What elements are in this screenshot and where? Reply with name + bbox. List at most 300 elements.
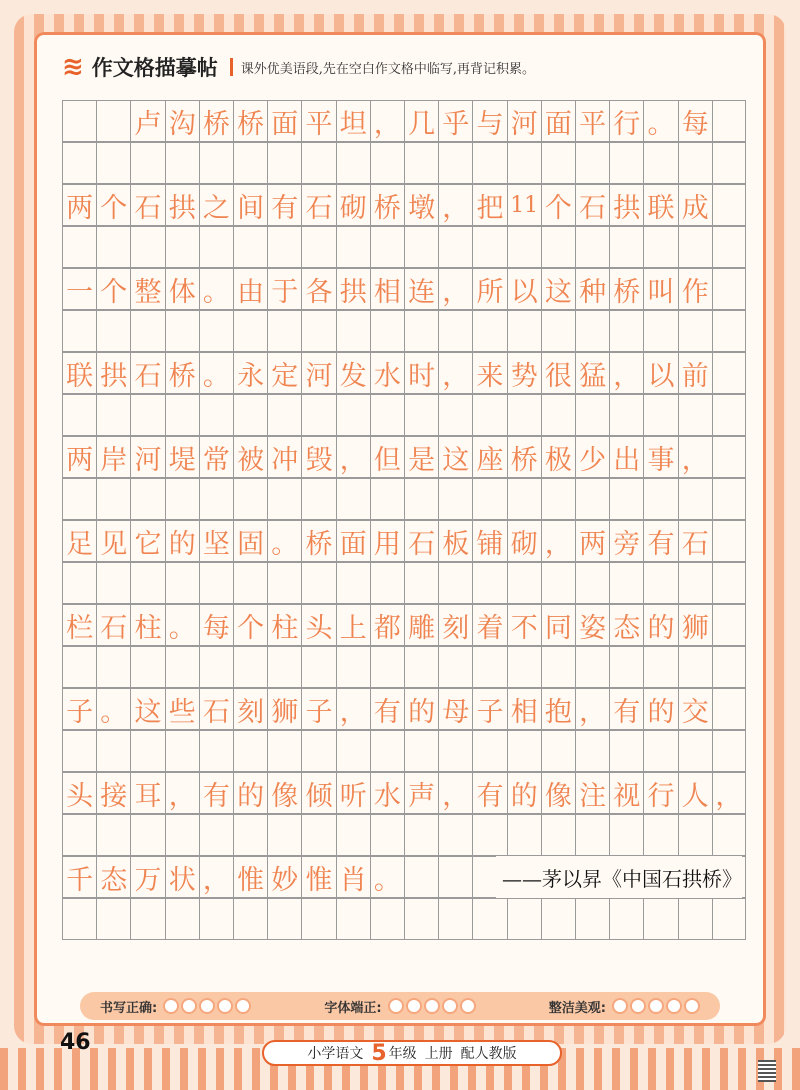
practice-cell[interactable] (199, 226, 233, 268)
practice-cell[interactable] (438, 478, 472, 520)
practice-cell[interactable] (130, 310, 164, 352)
practice-cell[interactable] (541, 898, 575, 940)
practice-cell[interactable] (301, 226, 335, 268)
practice-cell[interactable] (336, 898, 370, 940)
page-subtitle: 课外优美语段,先在空白作文格中临写,再背记积累。 (240, 61, 536, 77)
practice-cell[interactable] (165, 478, 199, 520)
practice-cell[interactable] (301, 646, 335, 688)
practice-cell[interactable] (609, 478, 643, 520)
practice-cell[interactable] (62, 646, 96, 688)
practice-cell[interactable] (472, 310, 506, 352)
practice-cell[interactable] (609, 898, 643, 940)
book-grade-number: 5 (371, 1040, 387, 1066)
trace-cell: 的 (643, 688, 677, 730)
practice-cell[interactable] (678, 898, 712, 940)
practice-cell[interactable] (575, 730, 609, 772)
practice-cell[interactable] (507, 142, 541, 184)
practice-cell[interactable] (370, 898, 404, 940)
flower-icon[interactable] (163, 998, 179, 1014)
trace-cell: 惟 (233, 856, 267, 898)
practice-cell[interactable] (199, 730, 233, 772)
practice-cell[interactable] (233, 226, 267, 268)
practice-cell[interactable] (472, 394, 506, 436)
practice-cell[interactable] (507, 814, 541, 856)
trace-cell: ， (438, 352, 472, 394)
practice-cell[interactable] (404, 730, 438, 772)
trace-cell: 桥 (507, 436, 541, 478)
practice-cell[interactable] (267, 394, 301, 436)
practice-cell[interactable] (233, 142, 267, 184)
trace-cell: 石 (301, 184, 335, 226)
practice-cell[interactable] (199, 142, 233, 184)
practice-cell[interactable] (507, 646, 541, 688)
trace-cell (712, 100, 746, 142)
trace-cell: 事 (643, 436, 677, 478)
trace-cell: 板 (438, 520, 472, 562)
trace-cell: 砌 (336, 184, 370, 226)
trace-cell: 桥 (609, 268, 643, 310)
practice-cell[interactable] (130, 898, 164, 940)
practice-cell[interactable] (301, 814, 335, 856)
practice-cell[interactable] (165, 394, 199, 436)
practice-cell[interactable] (438, 646, 472, 688)
practice-cell[interactable] (130, 226, 164, 268)
practice-cell[interactable] (165, 226, 199, 268)
writing-grid (62, 100, 746, 936)
practice-cell[interactable] (130, 562, 164, 604)
trace-cell: ， (438, 772, 472, 814)
trace-row (62, 604, 746, 646)
practice-cell[interactable] (165, 730, 199, 772)
practice-cell[interactable] (404, 394, 438, 436)
practice-cell[interactable] (678, 562, 712, 604)
practice-cell[interactable] (507, 898, 541, 940)
practice-cell[interactable] (575, 814, 609, 856)
practice-cell[interactable] (438, 226, 472, 268)
practice-cell[interactable] (336, 814, 370, 856)
practice-cell[interactable] (336, 142, 370, 184)
practice-cell[interactable] (336, 394, 370, 436)
flower-icon[interactable] (648, 998, 664, 1014)
practice-cell[interactable] (472, 478, 506, 520)
practice-cell[interactable] (267, 142, 301, 184)
flower-icon[interactable] (612, 998, 628, 1014)
practice-cell[interactable] (301, 142, 335, 184)
trace-cell: 雕 (404, 604, 438, 646)
practice-cell[interactable] (472, 898, 506, 940)
practice-cell[interactable] (438, 562, 472, 604)
trace-cell: 态 (96, 856, 130, 898)
practice-cell[interactable] (267, 478, 301, 520)
practice-cell[interactable] (165, 898, 199, 940)
practice-cell[interactable] (267, 562, 301, 604)
practice-cell[interactable] (130, 394, 164, 436)
practice-cell[interactable] (267, 898, 301, 940)
practice-cell[interactable] (541, 478, 575, 520)
trace-cell: 态 (609, 604, 643, 646)
trace-cell: 堤 (165, 436, 199, 478)
trace-cell: 发 (336, 352, 370, 394)
practice-cell[interactable] (507, 310, 541, 352)
practice-cell[interactable] (712, 310, 746, 352)
practice-cell[interactable] (404, 142, 438, 184)
trace-cell: 人 (678, 772, 712, 814)
practice-cell[interactable] (609, 646, 643, 688)
flower-icon[interactable] (217, 998, 233, 1014)
practice-cell[interactable] (609, 394, 643, 436)
practice-cell[interactable] (199, 478, 233, 520)
practice-cell[interactable] (301, 730, 335, 772)
practice-cell[interactable] (438, 730, 472, 772)
practice-cell[interactable] (62, 478, 96, 520)
trace-cell: 相 (370, 268, 404, 310)
practice-cell[interactable] (438, 142, 472, 184)
practice-cell[interactable] (301, 898, 335, 940)
flower-icon[interactable] (460, 998, 476, 1014)
practice-cell[interactable] (62, 562, 96, 604)
trace-cell: 桥 (233, 100, 267, 142)
practice-cell[interactable] (96, 898, 130, 940)
practice-cell[interactable] (199, 814, 233, 856)
trace-cell: 岸 (96, 436, 130, 478)
practice-cell[interactable] (96, 646, 130, 688)
practice-cell[interactable] (609, 730, 643, 772)
book-term: 上册 (424, 1046, 453, 1062)
practice-cell[interactable] (96, 730, 130, 772)
practice-cell[interactable] (233, 562, 267, 604)
practice-cell[interactable] (438, 394, 472, 436)
trace-cell: 着 (472, 604, 506, 646)
trace-cell: 上 (336, 604, 370, 646)
practice-cell[interactable] (609, 814, 643, 856)
practice-cell[interactable] (712, 814, 746, 856)
trace-cell: 河 (130, 436, 164, 478)
practice-cell[interactable] (165, 646, 199, 688)
practice-cell[interactable] (233, 310, 267, 352)
practice-cell[interactable] (62, 142, 96, 184)
practice-cell[interactable] (96, 562, 130, 604)
practice-cell[interactable] (643, 142, 677, 184)
practice-cell[interactable] (199, 310, 233, 352)
practice-cell[interactable] (472, 562, 506, 604)
practice-cell[interactable] (267, 226, 301, 268)
practice-cell[interactable] (165, 142, 199, 184)
practice-cell[interactable] (507, 478, 541, 520)
flower-icon[interactable] (442, 998, 458, 1014)
practice-row (62, 646, 746, 688)
practice-cell[interactable] (575, 310, 609, 352)
practice-cell[interactable] (678, 394, 712, 436)
practice-cell[interactable] (438, 898, 472, 940)
practice-cell[interactable] (507, 730, 541, 772)
practice-cell[interactable] (643, 478, 677, 520)
practice-cell[interactable] (199, 898, 233, 940)
practice-cell[interactable] (643, 898, 677, 940)
practice-cell[interactable] (301, 394, 335, 436)
practice-cell[interactable] (233, 730, 267, 772)
practice-cell[interactable] (62, 310, 96, 352)
practice-cell[interactable] (575, 142, 609, 184)
practice-cell[interactable] (438, 310, 472, 352)
practice-cell[interactable] (643, 310, 677, 352)
practice-cell[interactable] (404, 898, 438, 940)
practice-cell[interactable] (336, 310, 370, 352)
practice-cell[interactable] (336, 478, 370, 520)
practice-cell[interactable] (678, 142, 712, 184)
trace-row (62, 268, 746, 310)
practice-cell[interactable] (130, 730, 164, 772)
practice-cell[interactable] (233, 898, 267, 940)
practice-cell[interactable] (609, 226, 643, 268)
trace-cell: 整 (130, 268, 164, 310)
trace-cell: ， (438, 268, 472, 310)
trace-cell: 水 (370, 772, 404, 814)
practice-cell[interactable] (165, 310, 199, 352)
trace-cell: 水 (370, 352, 404, 394)
practice-cell[interactable] (301, 478, 335, 520)
trace-cell: 桥 (370, 184, 404, 226)
practice-cell[interactable] (678, 646, 712, 688)
practice-cell[interactable] (678, 814, 712, 856)
practice-cell[interactable] (62, 394, 96, 436)
practice-cell[interactable] (609, 310, 643, 352)
flower-icon[interactable] (199, 998, 215, 1014)
practice-cell[interactable] (712, 226, 746, 268)
practice-row (62, 814, 746, 856)
trace-cell: 耳 (130, 772, 164, 814)
practice-cell[interactable] (370, 814, 404, 856)
practice-cell[interactable] (96, 142, 130, 184)
practice-cell[interactable] (712, 478, 746, 520)
practice-cell[interactable] (336, 730, 370, 772)
practice-cell[interactable] (643, 730, 677, 772)
practice-cell[interactable] (541, 814, 575, 856)
practice-cell[interactable] (575, 562, 609, 604)
practice-cell[interactable] (472, 730, 506, 772)
practice-cell[interactable] (541, 226, 575, 268)
practice-cell[interactable] (712, 646, 746, 688)
practice-cell[interactable] (233, 646, 267, 688)
trace-cell: 惟 (301, 856, 335, 898)
trace-row (62, 856, 746, 898)
trace-cell: 固 (233, 520, 267, 562)
practice-row (62, 394, 746, 436)
practice-cell[interactable] (404, 646, 438, 688)
source-attribution: ——茅以昇《中国石拱桥》 (496, 856, 742, 898)
practice-cell[interactable] (404, 478, 438, 520)
practice-cell[interactable] (404, 226, 438, 268)
flower-icon[interactable] (406, 998, 422, 1014)
practice-cell[interactable] (609, 142, 643, 184)
practice-cell[interactable] (370, 646, 404, 688)
flower-icon[interactable] (684, 998, 700, 1014)
practice-cell[interactable] (438, 814, 472, 856)
practice-cell[interactable] (370, 310, 404, 352)
practice-cell[interactable] (370, 478, 404, 520)
trace-cell: 有 (609, 688, 643, 730)
trace-cell: 以 (643, 352, 677, 394)
practice-cell[interactable] (541, 562, 575, 604)
practice-cell[interactable] (336, 226, 370, 268)
practice-cell[interactable] (404, 814, 438, 856)
trace-cell: 间 (233, 184, 267, 226)
practice-cell[interactable] (712, 898, 746, 940)
trace-cell (438, 856, 472, 898)
practice-cell[interactable] (472, 142, 506, 184)
practice-cell[interactable] (507, 394, 541, 436)
trace-cell: 来 (472, 352, 506, 394)
trace-cell: 一 (62, 268, 96, 310)
practice-cell[interactable] (62, 730, 96, 772)
practice-cell[interactable] (199, 394, 233, 436)
practice-cell[interactable] (62, 814, 96, 856)
practice-cell[interactable] (301, 310, 335, 352)
trace-cell (712, 688, 746, 730)
practice-cell[interactable] (643, 814, 677, 856)
practice-cell[interactable] (199, 646, 233, 688)
trace-cell: 猛 (575, 352, 609, 394)
trace-cell: 刻 (233, 688, 267, 730)
trace-cell: 像 (541, 772, 575, 814)
practice-cell[interactable] (130, 814, 164, 856)
practice-cell[interactable] (165, 562, 199, 604)
practice-cell[interactable] (575, 646, 609, 688)
trace-cell: 平 (301, 100, 335, 142)
trace-cell: 面 (336, 520, 370, 562)
trace-cell: 石 (199, 688, 233, 730)
trace-cell: 拱 (609, 184, 643, 226)
practice-cell[interactable] (472, 226, 506, 268)
practice-cell[interactable] (301, 562, 335, 604)
trace-cell: 。 (165, 604, 199, 646)
practice-cell[interactable] (507, 226, 541, 268)
practice-cell[interactable] (130, 646, 164, 688)
trace-cell: 的 (165, 520, 199, 562)
practice-cell[interactable] (96, 394, 130, 436)
page-header (62, 52, 535, 82)
flower-icon[interactable] (388, 998, 404, 1014)
trace-cell: 连 (404, 268, 438, 310)
practice-cell[interactable] (267, 730, 301, 772)
trace-cell: 注 (575, 772, 609, 814)
practice-cell[interactable] (678, 478, 712, 520)
practice-cell[interactable] (62, 226, 96, 268)
practice-cell[interactable] (678, 226, 712, 268)
practice-cell[interactable] (541, 730, 575, 772)
practice-cell[interactable] (575, 898, 609, 940)
trace-cell: 各 (301, 268, 335, 310)
trace-row (62, 688, 746, 730)
practice-cell[interactable] (541, 394, 575, 436)
practice-cell[interactable] (199, 562, 233, 604)
trace-cell (96, 100, 130, 142)
practice-cell[interactable] (62, 898, 96, 940)
practice-cell[interactable] (96, 478, 130, 520)
practice-cell[interactable] (165, 814, 199, 856)
practice-cell[interactable] (609, 562, 643, 604)
practice-cell[interactable] (404, 562, 438, 604)
trace-cell: 倾 (301, 772, 335, 814)
practice-cell[interactable] (507, 562, 541, 604)
trace-cell: 铺 (472, 520, 506, 562)
trace-cell: 石 (678, 520, 712, 562)
trace-cell: 拱 (336, 268, 370, 310)
trace-cell: 听 (336, 772, 370, 814)
flower-icon[interactable] (181, 998, 197, 1014)
practice-cell[interactable] (96, 310, 130, 352)
flower-icon[interactable] (630, 998, 646, 1014)
trace-cell: 相 (507, 688, 541, 730)
rating-group (324, 997, 475, 1016)
practice-row (62, 310, 746, 352)
practice-cell[interactable] (267, 310, 301, 352)
trace-cell: 石 (130, 184, 164, 226)
trace-cell: 乎 (438, 100, 472, 142)
practice-cell[interactable] (370, 562, 404, 604)
practice-cell[interactable] (130, 142, 164, 184)
practice-cell[interactable] (404, 310, 438, 352)
flower-icon[interactable] (666, 998, 682, 1014)
practice-cell[interactable] (712, 142, 746, 184)
practice-cell[interactable] (336, 646, 370, 688)
practice-cell[interactable] (370, 226, 404, 268)
trace-cell: 沟 (165, 100, 199, 142)
practice-cell[interactable] (575, 394, 609, 436)
practice-cell[interactable] (370, 394, 404, 436)
practice-cell[interactable] (130, 478, 164, 520)
practice-cell[interactable] (678, 730, 712, 772)
practice-cell[interactable] (96, 814, 130, 856)
flower-icon[interactable] (235, 998, 251, 1014)
trace-cell: 。 (370, 856, 404, 898)
trace-cell: 的 (507, 772, 541, 814)
practice-cell[interactable] (712, 730, 746, 772)
practice-cell[interactable] (541, 142, 575, 184)
practice-cell[interactable] (267, 646, 301, 688)
practice-cell[interactable] (472, 646, 506, 688)
trace-cell: 所 (472, 268, 506, 310)
practice-cell[interactable] (643, 562, 677, 604)
practice-cell[interactable] (575, 478, 609, 520)
trace-cell: 拱 (165, 184, 199, 226)
practice-cell[interactable] (472, 814, 506, 856)
trace-cell: 河 (507, 100, 541, 142)
practice-cell[interactable] (643, 646, 677, 688)
practice-row (62, 898, 746, 940)
practice-cell[interactable] (712, 562, 746, 604)
practice-cell[interactable] (233, 394, 267, 436)
practice-cell[interactable] (712, 394, 746, 436)
practice-cell[interactable] (336, 562, 370, 604)
rating-label: 整洁美观: (548, 1000, 606, 1016)
practice-cell[interactable] (643, 394, 677, 436)
practice-cell[interactable] (541, 310, 575, 352)
rating-group (549, 997, 700, 1016)
practice-cell[interactable] (233, 814, 267, 856)
practice-cell[interactable] (541, 646, 575, 688)
practice-cell[interactable] (643, 226, 677, 268)
practice-cell[interactable] (370, 142, 404, 184)
practice-cell[interactable] (267, 814, 301, 856)
practice-cell[interactable] (575, 226, 609, 268)
flower-icon[interactable] (424, 998, 440, 1014)
trace-row (62, 772, 746, 814)
practice-cell[interactable] (678, 310, 712, 352)
practice-cell[interactable] (96, 226, 130, 268)
practice-cell[interactable] (370, 730, 404, 772)
practice-cell[interactable] (233, 478, 267, 520)
trace-row (62, 184, 746, 226)
